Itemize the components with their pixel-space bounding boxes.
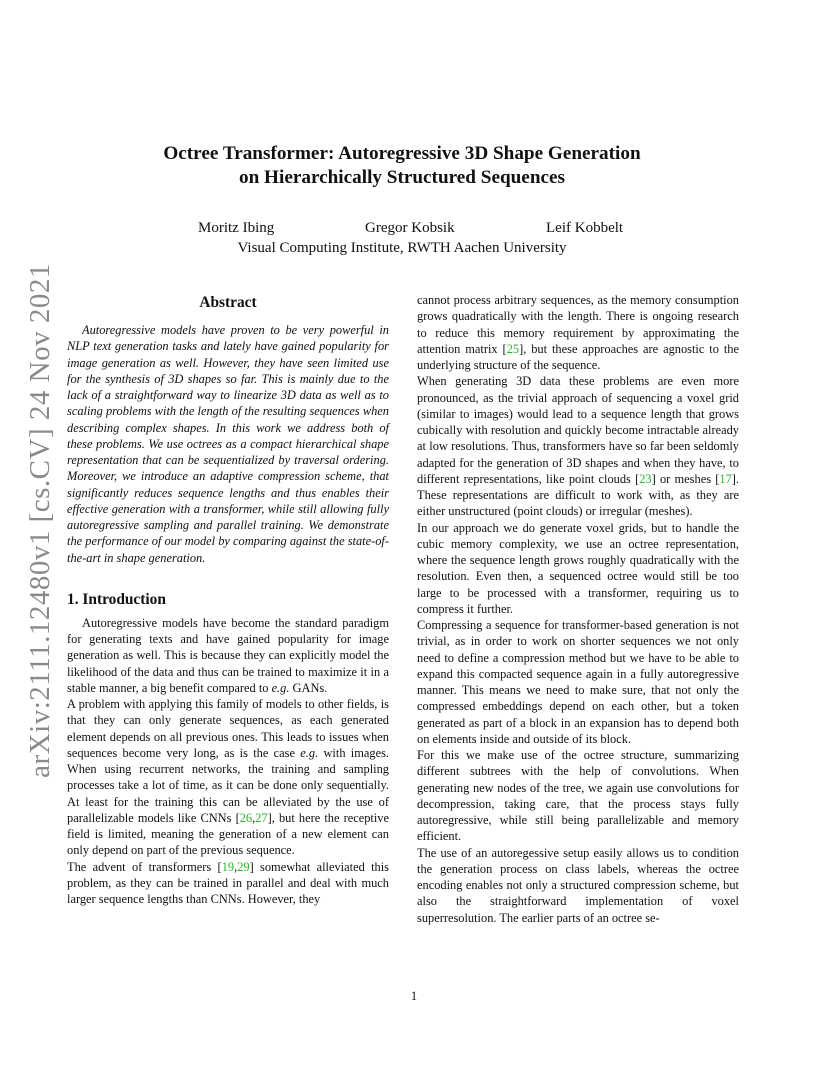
intro-paragraph-2: A problem with applying this family of models to other fields, is that they can only generate sequences, as each generated element depends on all previous ones. This leads to issues when sequences become very long, as is the case e.g. with images. When using recurrent networks, the training and sampling processes take a lot of time, as it can be done only sequentially. At least for the training this can be alleviated by the use of parallelizable models like CNNs [26,27], but here the receptive field is limited, meaning the generation of a new element can only depend on part of the previous sequence. <box>67 697 389 858</box>
right-column <box>417 292 739 926</box>
citation-link[interactable]: 29 <box>237 859 250 874</box>
arxiv-identifier-stamp <box>20 262 60 778</box>
arxiv-identifier-text: arXiv:2111.12480v1 [cs.CV] 24 Nov 2021 <box>23 262 56 778</box>
intro-paragraph-3: The advent of transformers [19,29] somewhat alleviated this problem, as they can be trained in parallel and deal with much larger sequence lengths than CNNs. However, they <box>67 859 389 906</box>
section-heading-introduction: 1. Introduction <box>67 590 166 608</box>
left-column <box>67 292 389 907</box>
citation-link[interactable]: 25 <box>506 341 520 356</box>
author-name: Gregor Kobsik <box>365 220 455 236</box>
page-number: 1 <box>410 989 418 1003</box>
paper-title-line-1: Octree Transformer: Autoregressive 3D Shape Generation <box>163 143 641 164</box>
author-affiliation: Visual Computing Institute, RWTH Aachen University <box>237 240 567 256</box>
paper-title <box>90 142 714 190</box>
author-name: Moritz Ibing <box>198 220 275 236</box>
paper-title-line-2: on Hierarchically Structured Sequences <box>239 167 565 188</box>
author-name: Leif Kobbelt <box>546 220 624 236</box>
intro-paragraph-3-continued: cannot process arbitrary sequences, as the memory consumption grows quadratically with the length. There is ongoing research to reduce this memory requirement by approximating the attention matrix [25], but these approaches are agnostic to the underlying structure of the sequence. <box>417 293 739 372</box>
intro-paragraph-7: For this we make use of the octree structure, summarizing different subtrees with the help of convolutions. When generating new nodes of the tree, we again use convolutions for decompression, taking care, that the process stays fully autoregressive, while still being parallelizable and memory efficient. <box>417 748 739 844</box>
citation-link[interactable]: 26 <box>239 810 253 825</box>
abstract-heading: Abstract <box>199 294 257 311</box>
abstract-text: Autoregressive models have proven to be very powerful in NLP text generation tasks and lately have gained popularity for image generation as well. However, they have seen limited use for the synthesis of 3D shapes so far. This is mainly due to the lack of a straightforward way to linearize 3D data as well as to scaling problems with the length of the resulting sequences when describing complex shapes. In this work we address both of these problems. We use octrees as a compact hierarchical shape representation that can be sequentialized by traversal ordering. Moreover, we introduce an adaptive compression scheme, that significantly reduces sequence lengths and thus enables their effective generation with a transformer, while still allowing fully autoregressive sampling and parallel training. We demonstrate the performance of our model by comparing against the state-of-the-art in shape generation. <box>67 323 389 565</box>
intro-paragraph-6: Compressing a sequence for transformer-based generation is not trivial, as in order to work on shorter sequences we not only need to define a compression method but we have to be able to expand this compacted sequence again in a fully autoregressive manner. This means we need to make sure, that not only the compressed embeddings depend on each other, but a token generated as part of a block in an expansion has to depend both on elements inside and outside of its block. <box>417 618 739 746</box>
citation-link[interactable]: 23 <box>639 471 652 486</box>
intro-paragraph-8: The use of an autoregessive setup easily allows us to condition the generation process on class labels, whereas the octree encoding enables not only a structured compression scheme, but also the straightforward implementation of voxel superresolution. The earlier parts of an octree se- <box>417 845 739 925</box>
intro-paragraph-4: When generating 3D data these problems are even more pronounced, as the trivial approach of sequencing a voxel grid (similar to images) would lead to a sequence length that grows cubically with resolution and quickly become intractable already at low resolutions. Thus, transformers have so far been seldomly adapted for the generation of 3D shapes and when they have, to different representations, like point clouds [23] or meshes [17]. These representations are difficult to work with, as they are either unstructured (point clouds) or irregular (meshes). <box>417 374 740 519</box>
citation-link[interactable]: 17 <box>719 471 732 486</box>
intro-paragraph-5: In our approach we do generate voxel grids, but to handle the cubic memory complexity, we use an octree representation, where the sequence length grows roughly quadratically with the resolution. Even then, a sequenced octree would still be too large to be processed with a transformer, requiring us to compress it further. <box>417 520 739 616</box>
citation-link[interactable]: 19 <box>221 859 235 874</box>
intro-paragraph-1: Autoregressive models have become the standard paradigm for generating texts and have gained popularity for image generation as well. This is because they can explicitly model the likelihood of the data and thus can be trained to maximize it in a stable manner, a big benefit compared to e.g. GANs. <box>67 615 389 695</box>
citation-link[interactable]: 27 <box>255 810 268 825</box>
